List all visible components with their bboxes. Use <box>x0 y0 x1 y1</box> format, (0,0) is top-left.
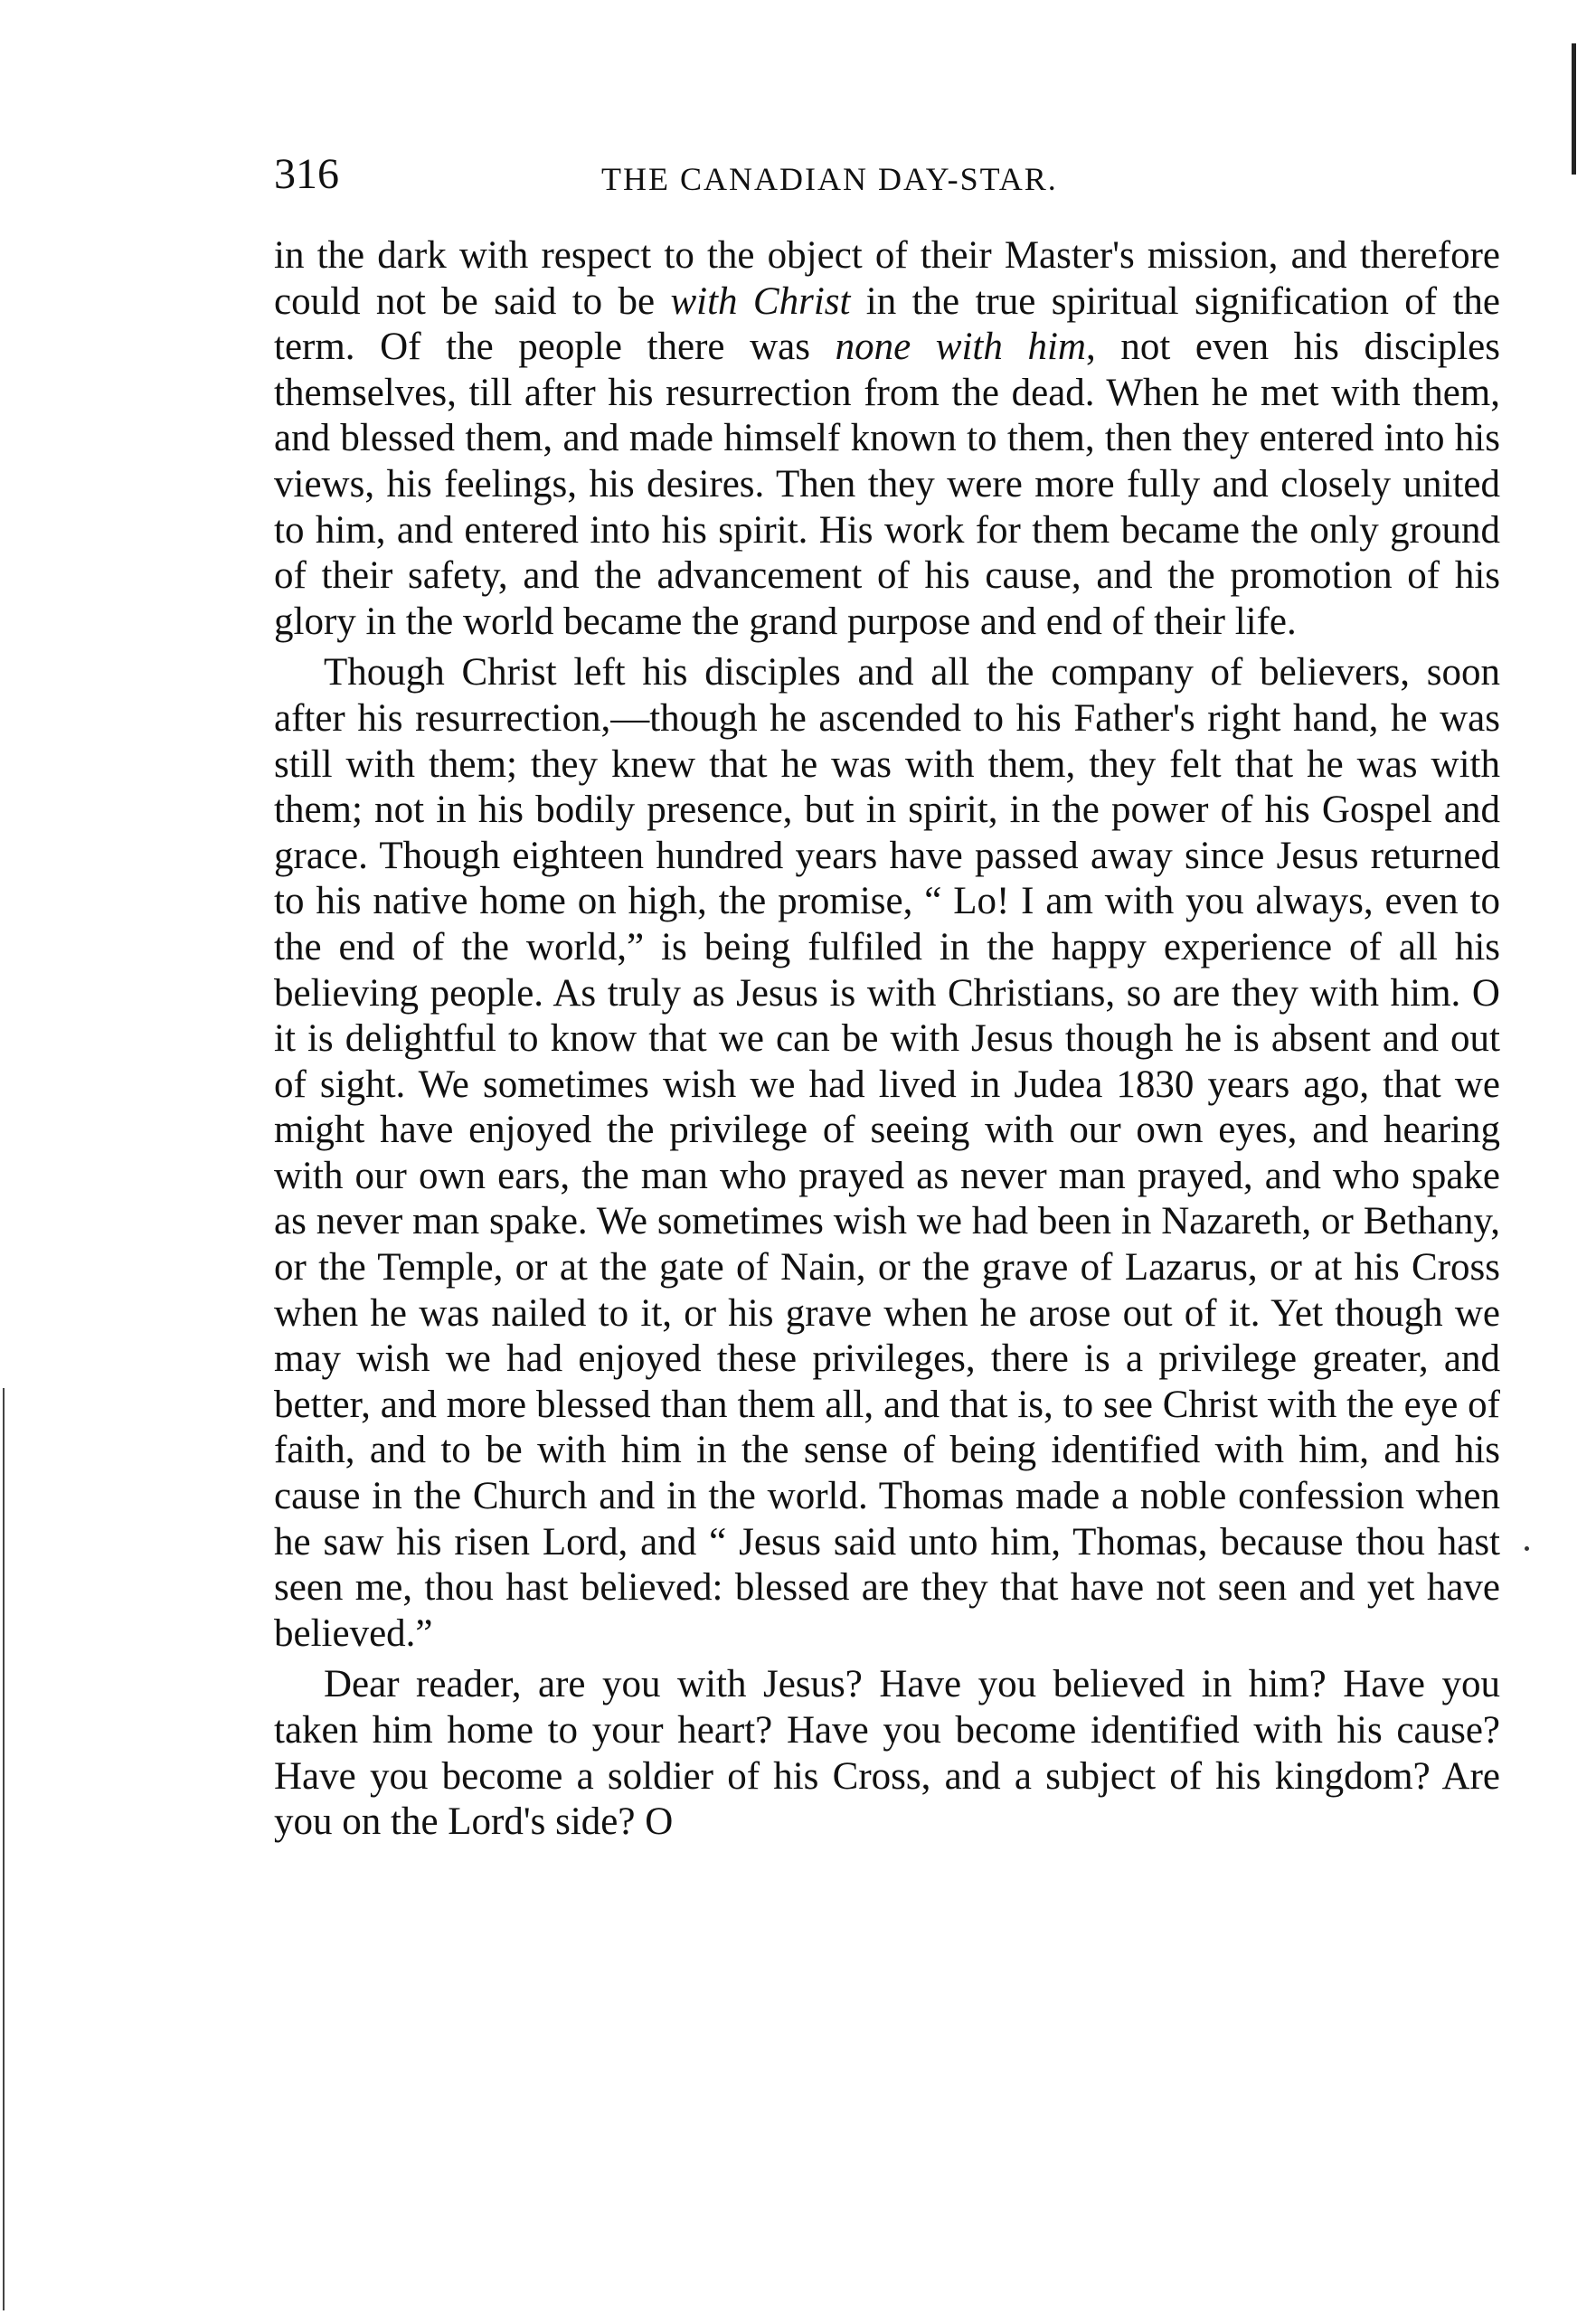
text-segment: in the true spiritual signification of the term. Of the people there was <box>274 279 1500 369</box>
text-segment: , not even his disciples themselves, till after his resurrection from the dead. When he met with them, and blessed them, and made himself known to them, then they entered into his views, his feelings, his desires. Then they were more fully and closely united to him, and entered into his spirit. His work for them became the only ground of their safety, and the advancement of his cause, and the promotion of his glory in the world became the grand purpose and end of their life. <box>274 326 1500 643</box>
body-text <box>274 233 1500 1846</box>
text-segment: in the dark with respect to the object of their Master's mission, and therefore could not be said to be <box>274 234 1500 323</box>
italic-text-segment: none with him <box>835 326 1086 369</box>
italic-text-segment: with Christ <box>670 279 851 323</box>
paragraph-2 <box>274 650 1500 1657</box>
ink-speck <box>1525 1546 1529 1551</box>
page-number: 316 <box>274 150 339 198</box>
paragraph-3 <box>274 1662 1500 1845</box>
page-edge-rule-right <box>1572 43 1576 175</box>
running-title: THE CANADIAN DAY-STAR. <box>601 161 1058 197</box>
text-segment: Though Christ left his disciples and all the company of believers, soon after his resurrection,—though he ascended to his Father's right hand, he was still with them; they knew that he was with them, they felt that he was with them; not in his bodily presence, but in spirit, in the power of his Gospel and grace. Though eighteen hundred years have passed away since Jesus returned to his native home on high, the promise, “ Lo! I am with you always, even to the end of the world,” is being fulfiled in the happy experience of all his believing people. As truly as Jesus is with Christians, so are they with him. O it is delightful to know that we can be with Jesus though he is absent and out of sight. We sometimes wish we had lived in Judea 1830 years ago, that we might have enjoyed the privilege of seeing with our own eyes, and hearing with our own ears, the man who prayed as never man prayed, and who spake as never man spake. We sometimes wish we had been in Nazareth, or Bethany, or the Temple, or at the gate of Nain, or the grave of Lazarus, or at his Cross when he was nailed to it, or his grave when he arose out of it. Yet though we may wish we had enjoyed these privileges, there is a privilege greater, and better, and more blessed than them all, and that is, to see Christ with the eye of faith, and to be with him in the sense of being identified with him, and his cause in the Church and in the world. Thomas made a noble confession when he saw his risen Lord, and “ Jesus said unto him, Thomas, because thou hast seen me, thou hast believed: blessed are they that have not seen and yet have believed.” <box>274 651 1500 1655</box>
page-edge-rule-left <box>3 1388 5 2310</box>
paragraph-1 <box>274 233 1500 645</box>
page-header <box>274 143 1187 206</box>
text-segment: Dear reader, are you with Jesus? Have you believed in him? Have you taken him home to your heart? Have you become identified with his cause? Have you become a soldier of his Cross, and a subject of his kingdom? Are you on the Lord's side? O <box>274 1663 1500 1844</box>
